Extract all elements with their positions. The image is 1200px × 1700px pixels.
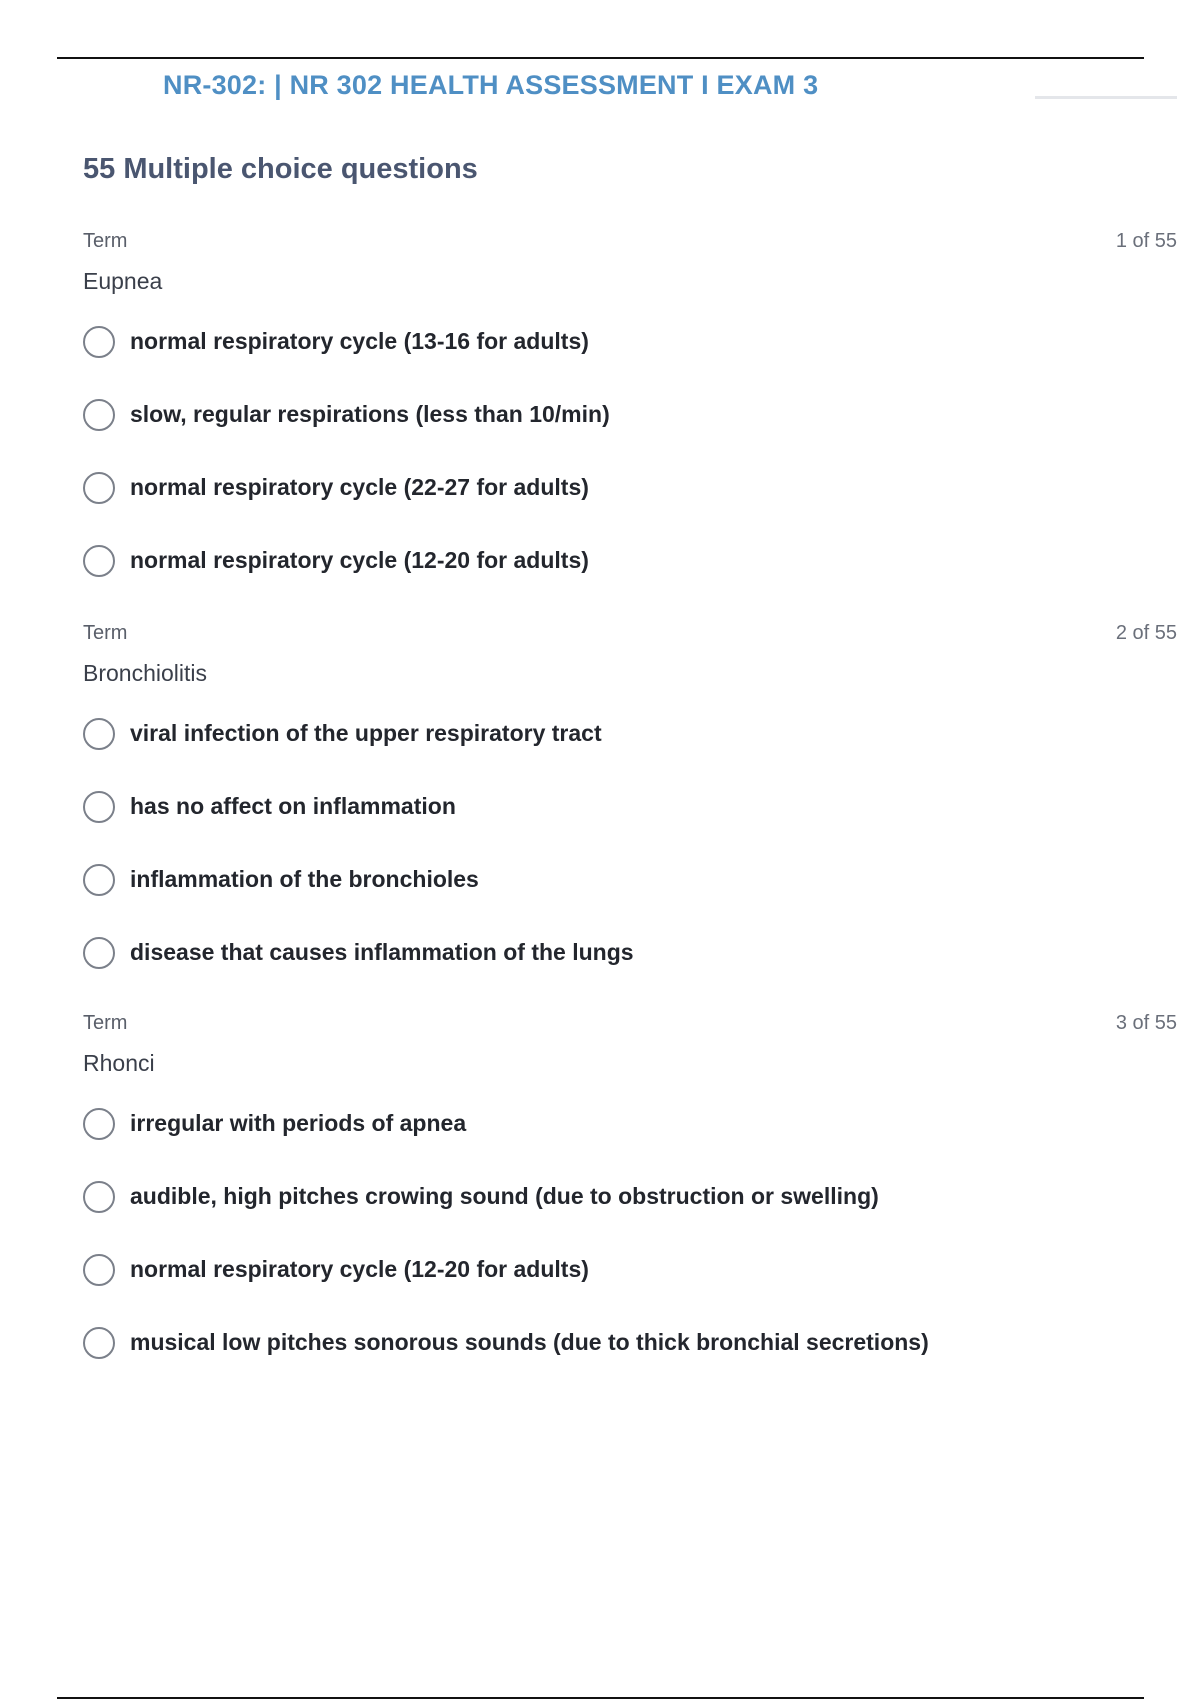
term-label: Term — [83, 1012, 128, 1034]
radio-button-icon[interactable] — [83, 864, 115, 896]
answer-option-text: normal respiratory cycle (12-20 for adults) — [130, 1256, 589, 1282]
answer-option-text: irregular with periods of apnea — [130, 1110, 467, 1136]
answer-option-text: viral infection of the upper respiratory tract — [130, 720, 602, 746]
answer-options — [83, 718, 1177, 1010]
header-faint-line — [1035, 96, 1177, 99]
answer-option[interactable] — [83, 864, 1177, 937]
bottom-rule — [57, 1697, 1144, 1699]
answer-options — [83, 326, 1177, 618]
answer-option-text: musical low pitches sonorous sounds (due to thick bronchial secretions) — [130, 1329, 929, 1355]
question-header — [83, 622, 1177, 664]
answer-option-text: disease that causes inflammation of the lungs — [130, 939, 634, 965]
radio-button-icon[interactable] — [83, 472, 115, 504]
answer-option[interactable] — [83, 718, 1177, 791]
radio-button-icon[interactable] — [83, 326, 115, 358]
question-counter: 2 of 55 — [1115, 622, 1177, 644]
radio-button-icon[interactable] — [83, 545, 115, 577]
answer-option-text: normal respiratory cycle (12-20 for adults) — [130, 547, 589, 573]
question-card — [83, 1012, 1177, 1392]
question-card — [83, 230, 1177, 610]
answer-option-text: has no affect on inflammation — [130, 793, 456, 819]
answer-option-text: normal respiratory cycle (22-27 for adults) — [130, 474, 589, 500]
answer-option[interactable] — [83, 791, 1177, 864]
answer-option-text: normal respiratory cycle (13-16 for adults) — [130, 328, 589, 354]
term-label: Term — [83, 622, 128, 644]
radio-button-icon[interactable] — [83, 791, 115, 823]
answer-option-text: slow, regular respirations (less than 10/min) — [130, 401, 610, 427]
answer-option[interactable] — [83, 545, 1177, 618]
question-header — [83, 230, 1177, 272]
answer-option-text: audible, high pitches crowing sound (due to obstruction or swelling) — [130, 1183, 879, 1209]
question-set-title: 55 Multiple choice questions — [83, 153, 478, 185]
radio-button-icon[interactable] — [83, 1108, 115, 1140]
radio-button-icon[interactable] — [83, 1327, 115, 1359]
radio-button-icon[interactable] — [83, 718, 115, 750]
answer-option-text: inflammation of the bronchioles — [130, 866, 479, 892]
answer-option[interactable] — [83, 1254, 1177, 1327]
term-value: Eupnea — [83, 268, 163, 294]
answer-option[interactable] — [83, 399, 1177, 472]
question-counter: 3 of 55 — [1115, 1012, 1177, 1034]
document-header-title: NR-302: | NR 302 HEALTH ASSESSMENT I EXAM 3 — [163, 70, 819, 100]
answer-option[interactable] — [83, 326, 1177, 399]
question-counter: 1 of 55 — [1115, 230, 1177, 252]
radio-button-icon[interactable] — [83, 1254, 115, 1286]
term-value: Rhonci — [83, 1050, 155, 1076]
answer-option[interactable] — [83, 1108, 1177, 1181]
radio-button-icon[interactable] — [83, 399, 115, 431]
answer-option[interactable] — [83, 937, 1177, 1010]
question-card — [83, 622, 1177, 1002]
answer-options — [83, 1108, 1177, 1400]
question-header — [83, 1012, 1177, 1054]
top-rule — [57, 57, 1144, 59]
radio-button-icon[interactable] — [83, 937, 115, 969]
answer-option[interactable] — [83, 1181, 1177, 1254]
term-label: Term — [83, 230, 128, 252]
term-value: Bronchiolitis — [83, 660, 207, 686]
answer-option[interactable] — [83, 472, 1177, 545]
answer-option[interactable] — [83, 1327, 1177, 1400]
radio-button-icon[interactable] — [83, 1181, 115, 1213]
